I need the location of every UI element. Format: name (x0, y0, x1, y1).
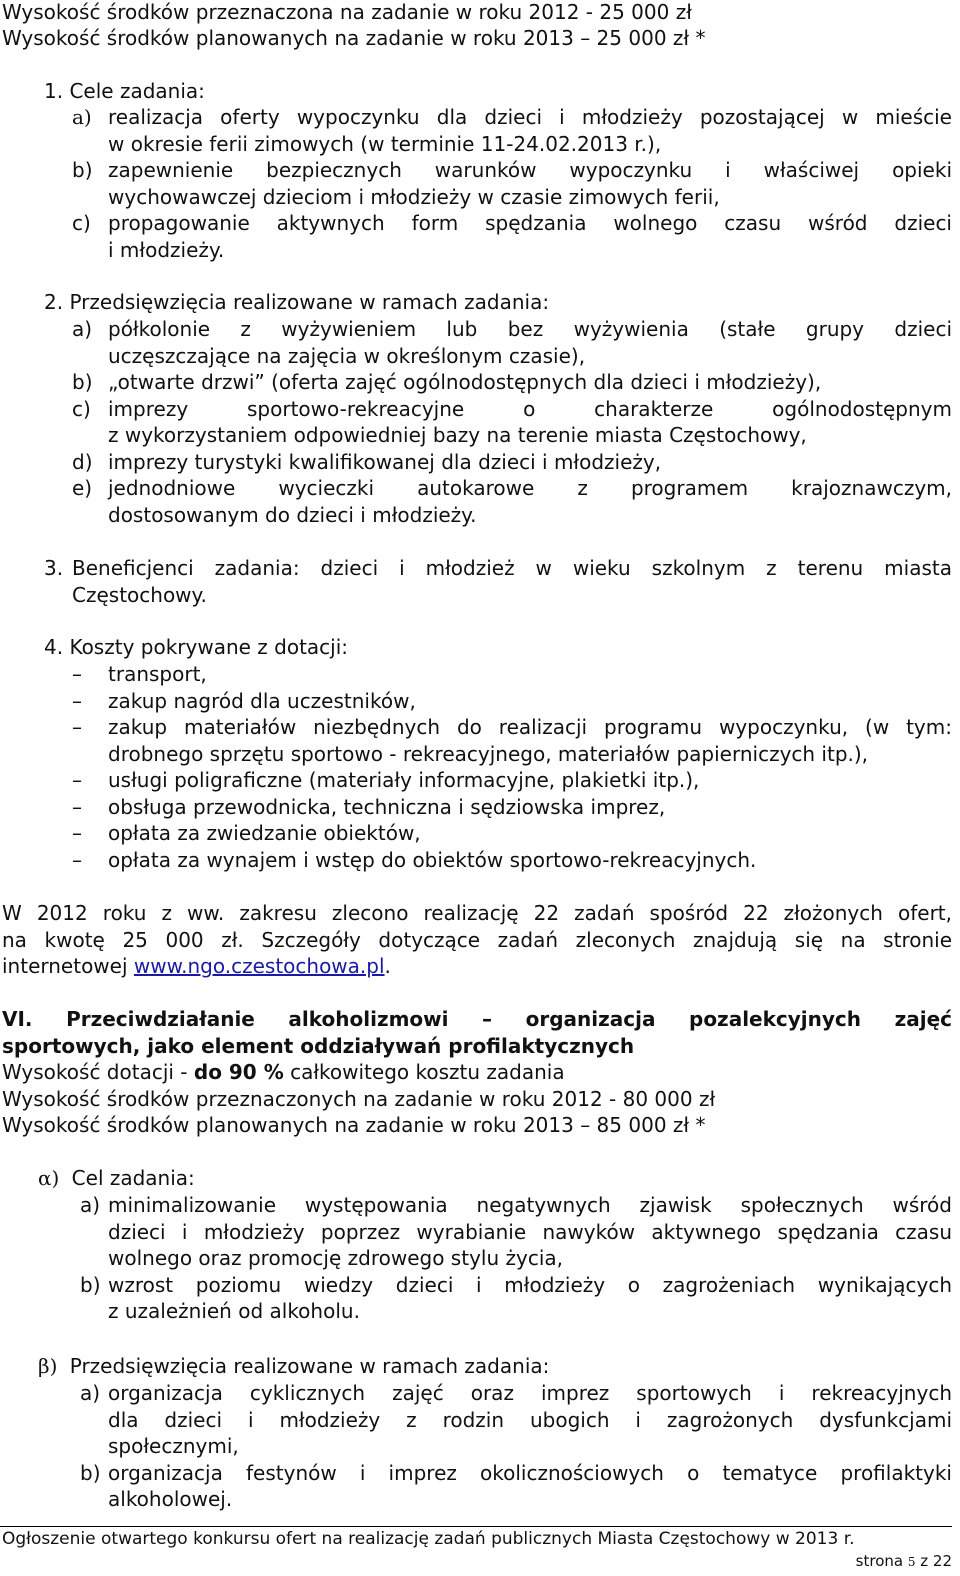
section-line: Beneficjenci zadania: dzieci i młodzież w wieku szkolnym z terenu miasta (72, 556, 952, 580)
footer-text: Ogłoszenie otwartego konkursu ofert na realizację zadań publicznych Miasta Częstochowy w 2013 r. (2, 1529, 855, 1549)
item-label: a) (80, 1193, 101, 1217)
page-total: 22 (932, 1552, 952, 1570)
list-item (72, 475, 952, 528)
list-item (72, 820, 952, 847)
item-line: półkolonie z wyżywieniem lub bez wyżywienia (stałe grupy dzieci (108, 317, 952, 341)
item-line: propagowanie aktywnych form spędzania wolnego czasu wśród dzieci (108, 211, 952, 235)
item-label: b) (72, 158, 93, 182)
item-line: uczęszczające na zajęcia w określonym czasie), (108, 343, 586, 368)
item-label: b) (80, 1272, 101, 1297)
list-item (72, 316, 952, 369)
item-line: społecznymi, (108, 1434, 239, 1458)
item-label: e) (72, 476, 93, 500)
item-label: a) (72, 317, 93, 341)
page-current: 5 (907, 1555, 916, 1569)
alpha-marker: α) (38, 1166, 60, 1190)
footer-divider (0, 1526, 952, 1527)
beta-title: Przedsięwzięcia realizowane w ramach zadania: (69, 1354, 550, 1378)
list-item (72, 661, 952, 688)
item-line: opłata za wynajem i wstęp do obiektów sportowo-rekreacyjnych. (108, 847, 757, 872)
dotacja-text: całkowitego kosztu zadania (283, 1060, 565, 1084)
list-item (72, 714, 952, 767)
section-title: Koszty pokrywane z dotacji: (69, 635, 349, 659)
dash-bullet: – (72, 688, 82, 713)
item-line: wzrost poziomu wiedzy dzieci i młodzieży o zagrożeniach wynikających (108, 1272, 952, 1297)
item-line: „otwarte drzwi” (oferta zajęć ogólnodostępnych dla dzieci i młodzieży), (108, 370, 822, 394)
item-line: minimalizowanie występowania negatywnych zjawisk społecznych wśród (108, 1193, 952, 1217)
section-2-list (72, 316, 952, 528)
section-number: 2. (44, 290, 64, 314)
summary-line: W 2012 roku z ww. zakresu zlecono realizację 22 zadań spośród 22 złożonych ofert, (2, 901, 952, 925)
beta-heading (38, 1353, 549, 1380)
item-line: dzieci i młodzieży poprzez wyrabianie nawyków aktywnego spędzania czasu (108, 1219, 952, 1244)
item-label: a) (80, 1381, 101, 1405)
beta-marker: β) (38, 1354, 58, 1378)
list-item (72, 794, 952, 821)
dash-bullet: – (72, 768, 82, 792)
funding-2013-line: Wysokość środków planowanych na zadanie w roku 2013 – 85 000 zł * (2, 1113, 706, 1137)
item-line: alkoholowej. (108, 1487, 233, 1511)
list-item (72, 157, 952, 210)
list-item (80, 1272, 952, 1325)
list-item (80, 1192, 952, 1272)
item-line: dla dzieci i młodzieży z rodzin ubogich i zagrożonych dysfunkcjami (108, 1407, 952, 1432)
item-line: usługi poligraficzne (materiały informacyjne, plakietki itp.), (108, 768, 700, 792)
funding-2012-line: Wysokość środków przeznaczonych na zadanie w roku 2012 - 80 000 zł (2, 1086, 716, 1111)
item-label: c) (72, 211, 91, 235)
dash-bullet: – (72, 821, 82, 845)
dotacja-line (2, 1059, 952, 1086)
list-item (72, 104, 952, 157)
ngo-website-link[interactable]: www.ngo.czestochowa.pl (133, 954, 385, 978)
list-item (72, 396, 952, 449)
item-line: i młodzieży. (108, 237, 225, 262)
item-line: zakup materiałów niezbędnych do realizacji programu wypoczynku, (w tym: (108, 715, 952, 739)
item-line: obsługa przewodnicka, techniczna i sędziowska imprez, (108, 794, 666, 819)
list-item (72, 767, 952, 794)
section-6 (2, 1006, 952, 1139)
beta-list (80, 1380, 952, 1513)
section-title: Cele zadania: (69, 79, 205, 103)
list-item (72, 847, 952, 874)
item-label: c) (72, 396, 91, 421)
summary-text: . (384, 954, 391, 978)
list-item (72, 449, 952, 476)
dash-bullet: – (72, 662, 82, 686)
item-line: zapewnienie bezpiecznych warunków wypoczynku i właściwej opieki (108, 158, 952, 182)
item-label: b) (72, 370, 93, 394)
dotacja-percent: do 90 % (193, 1060, 284, 1084)
item-line: organizacja cyklicznych zajęć oraz imprez sportowych i rekreacyjnych (108, 1381, 952, 1405)
item-label: a) (72, 105, 92, 129)
page-mid: z (915, 1552, 933, 1570)
section-number: 1. (44, 79, 64, 103)
list-item (72, 210, 952, 263)
item-line: dostosowanym do dzieci i młodzieży. (108, 502, 477, 527)
item-line: organizacja festynów i imprez okolicznościowych o tematyce profilaktyki (108, 1460, 952, 1485)
item-line: transport, (108, 662, 207, 686)
funding-2013-line: Wysokość środków planowanych na zadanie w roku 2013 – 25 000 zł * (2, 26, 706, 50)
item-line: wolnego oraz promocję zdrowego stylu życia, (108, 1246, 563, 1270)
list-item (72, 369, 952, 396)
dash-bullet: – (72, 794, 82, 819)
funding-2012-line: Wysokość środków przeznaczona na zadanie w roku 2012 - 25 000 zł (2, 0, 692, 24)
dash-bullet: – (72, 715, 82, 739)
section-3 (44, 555, 952, 608)
dotacja-text: Wysokość dotacji - (2, 1060, 194, 1084)
section-4-heading (44, 634, 348, 661)
alpha-heading (38, 1165, 195, 1192)
section-1-heading (44, 78, 205, 105)
list-item (80, 1460, 952, 1513)
item-line: opłata za zwiedzanie obiektów, (108, 821, 421, 845)
item-line: z uzależnień od alkoholu. (108, 1299, 360, 1323)
section-4-list (72, 661, 952, 873)
section-6-heading: sportowych, jako element oddziaływań profilaktycznych (2, 1033, 635, 1058)
item-line: drobnego sprzętu sportowo - rekreacyjnego, materiałów papierniczych itp.), (108, 741, 869, 766)
summary-line: na kwotę 25 000 zł. Szczegóły dotyczące zadań zleconych znajdują się na stronie (2, 927, 952, 952)
section-6-heading: VI. Przeciwdziałanie alkoholizmowi – organizacja pozalekcyjnych zajęć (2, 1007, 952, 1031)
item-line: zakup nagród dla uczestników, (108, 688, 416, 713)
section-1-list (72, 104, 952, 263)
list-item (72, 688, 952, 715)
dash-bullet: – (72, 847, 82, 872)
section-title: Przedsięwzięcia realizowane w ramach zadania: (69, 290, 550, 314)
summary-line (2, 953, 952, 980)
summary-text: internetowej (2, 954, 134, 978)
summary-paragraph (2, 900, 952, 980)
item-line: w okresie ferii zimowych (w terminie 11-24.02.2013 r.), (108, 131, 662, 156)
item-line: realizacja oferty wypoczynku dla dzieci i młodzieży pozostającej w mieście (108, 105, 952, 129)
page-prefix: strona (855, 1552, 908, 1570)
section-number: 4. (44, 635, 64, 659)
item-line: jednodniowe wycieczki autokarowe z programem krajoznawczym, (108, 476, 952, 500)
item-label: b) (80, 1460, 101, 1485)
alpha-title: Cel zadania: (71, 1166, 195, 1190)
section-line: Częstochowy. (72, 582, 207, 607)
page-number (856, 1551, 952, 1572)
item-line: wychowawczej dzieciom i młodzieży w czasie zimowych ferii, (108, 184, 720, 209)
item-label: d) (72, 449, 93, 474)
alpha-list (80, 1192, 952, 1325)
list-item (80, 1380, 952, 1460)
item-line: z wykorzystaniem odpowiedniej bazy na terenie miasta Częstochowy, (108, 423, 807, 447)
item-line: imprezy sportowo-rekreacyjne o charakterze ogólnodostępnym (108, 396, 952, 421)
item-line: imprezy turystyki kwalifikowanej dla dzieci i młodzieży, (108, 449, 662, 474)
section-number: 3. (44, 556, 64, 580)
section-2-heading (44, 289, 549, 316)
